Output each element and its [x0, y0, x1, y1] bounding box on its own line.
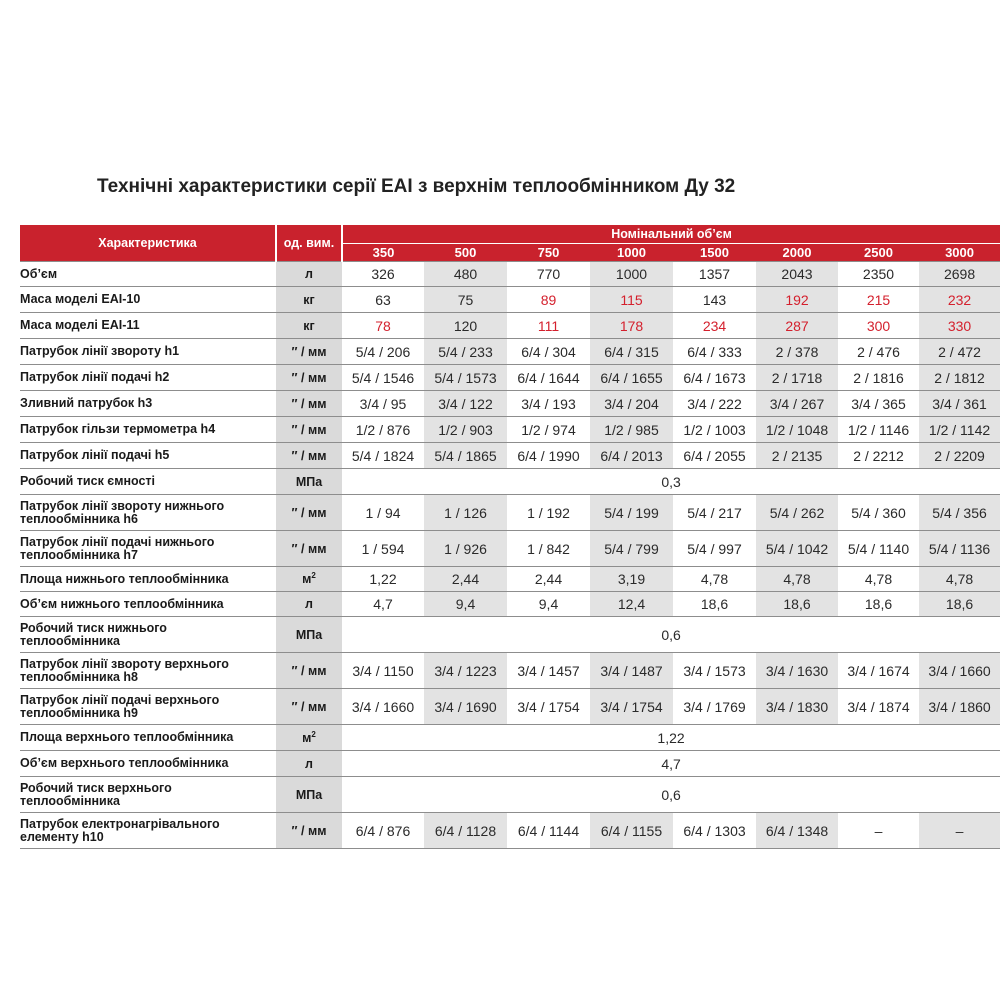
- row-value: 75: [424, 287, 507, 313]
- row-unit: [276, 725, 342, 751]
- row-value: –: [919, 813, 1000, 849]
- row-value: 3/4 / 1874: [838, 689, 919, 725]
- row-value: 3/4 / 1860: [919, 689, 1000, 725]
- row-value: 3/4 / 1830: [756, 689, 838, 725]
- row-unit-base: м: [302, 731, 312, 746]
- row-unit: [276, 567, 342, 592]
- row-unit: ″ / мм: [276, 365, 342, 391]
- row-value: 3,19: [590, 567, 673, 592]
- row-characteristic: [20, 617, 276, 653]
- row-value: 6/4 / 2055: [673, 443, 756, 469]
- header-unit: од. вим.: [276, 225, 342, 262]
- row-value: 143: [673, 287, 756, 313]
- row-value: 89: [507, 287, 590, 313]
- row-value: 3/4 / 1487: [590, 653, 673, 689]
- row-value: 2 / 2209: [919, 443, 1000, 469]
- table-row: [20, 813, 1000, 849]
- row-unit: ″ / мм: [276, 443, 342, 469]
- header-nominal-volume: Номінальний об’єм: [342, 225, 1000, 244]
- row-value: 5/4 / 262: [756, 495, 838, 531]
- table-row: [20, 391, 1000, 417]
- row-value: 3/4 / 222: [673, 391, 756, 417]
- row-value: 5/4 / 1865: [424, 443, 507, 469]
- row-unit: ″ / мм: [276, 495, 342, 531]
- header-volume: 3000: [919, 244, 1000, 262]
- row-unit: ″ / мм: [276, 391, 342, 417]
- row-value: 1000: [590, 262, 673, 287]
- header-volume: 1500: [673, 244, 756, 262]
- row-unit-superscript: 2: [311, 729, 316, 739]
- row-value: 6/4 / 1655: [590, 365, 673, 391]
- row-value: 2 / 378: [756, 339, 838, 365]
- row-value: 2,44: [507, 567, 590, 592]
- row-value: 326: [342, 262, 424, 287]
- row-characteristic: Маса моделі EAI-11: [20, 313, 276, 339]
- row-value: 6/4 / 1673: [673, 365, 756, 391]
- row-value: 5/4 / 206: [342, 339, 424, 365]
- row-value: 215: [838, 287, 919, 313]
- row-merged-value: 0,3: [342, 469, 1000, 495]
- row-unit: ″ / мм: [276, 689, 342, 725]
- row-value: 6/4 / 1348: [756, 813, 838, 849]
- row-value: 480: [424, 262, 507, 287]
- row-value: 5/4 / 217: [673, 495, 756, 531]
- row-value: 2350: [838, 262, 919, 287]
- row-unit: л: [276, 262, 342, 287]
- table-row: [20, 689, 1000, 725]
- row-characteristic-line: Патрубок лінії зворoту нижнього: [20, 498, 225, 513]
- row-value: 3/4 / 1754: [590, 689, 673, 725]
- row-characteristic-line: Робочий тиск верхнього: [20, 780, 172, 795]
- row-value: 4,78: [756, 567, 838, 592]
- header-volume: 2000: [756, 244, 838, 262]
- row-merged-value: 0,6: [342, 777, 1000, 813]
- row-value: 3/4 / 1573: [673, 653, 756, 689]
- row-value: 178: [590, 313, 673, 339]
- row-value: 3/4 / 1457: [507, 653, 590, 689]
- row-characteristic: Об’єм верхнього теплообмінника: [20, 751, 276, 777]
- row-characteristic: Патрубок гільзи термометра h4: [20, 417, 276, 443]
- table-row: [20, 567, 1000, 592]
- table-row: [20, 751, 1000, 777]
- row-value: 6/4 / 2013: [590, 443, 673, 469]
- header-row-top: [20, 225, 1000, 244]
- row-value: 4,78: [919, 567, 1000, 592]
- row-value: 6/4 / 304: [507, 339, 590, 365]
- row-value: 1 / 842: [507, 531, 590, 567]
- row-characteristic-line: Патрубок електронагрівального: [20, 816, 220, 831]
- row-value: 1/2 / 1048: [756, 417, 838, 443]
- row-value: 6/4 / 1644: [507, 365, 590, 391]
- row-characteristic: Патрубок лінії подачі h2: [20, 365, 276, 391]
- row-value: 330: [919, 313, 1000, 339]
- row-characteristic: Маса моделі EAI-10: [20, 287, 276, 313]
- row-value: 2 / 2212: [838, 443, 919, 469]
- row-value: –: [838, 813, 919, 849]
- row-value: 9,4: [424, 592, 507, 617]
- row-unit: л: [276, 592, 342, 617]
- row-unit: ″ / мм: [276, 417, 342, 443]
- row-unit: МПа: [276, 469, 342, 495]
- row-value: 1357: [673, 262, 756, 287]
- row-value: 6/4 / 1990: [507, 443, 590, 469]
- row-characteristic: Робочий тиск ємності: [20, 469, 276, 495]
- row-value: 3/4 / 1223: [424, 653, 507, 689]
- row-value: 3/4 / 1674: [838, 653, 919, 689]
- row-characteristic: [20, 531, 276, 567]
- row-unit: л: [276, 751, 342, 777]
- header-volume: 350: [342, 244, 424, 262]
- row-value: 4,7: [342, 592, 424, 617]
- row-value: 6/4 / 1155: [590, 813, 673, 849]
- row-value: 1 / 126: [424, 495, 507, 531]
- header-volume: 1000: [590, 244, 673, 262]
- row-value: 2 / 1816: [838, 365, 919, 391]
- row-value: 6/4 / 876: [342, 813, 424, 849]
- spec-table-body: [20, 262, 1000, 849]
- row-value: 3/4 / 1630: [756, 653, 838, 689]
- row-value: 1/2 / 1142: [919, 417, 1000, 443]
- row-characteristic-line: теплообмінника h6: [20, 511, 138, 526]
- row-value: 5/4 / 356: [919, 495, 1000, 531]
- row-value: 78: [342, 313, 424, 339]
- row-characteristic: Зливний патрубок h3: [20, 391, 276, 417]
- row-characteristic: [20, 495, 276, 531]
- row-value: 1/2 / 903: [424, 417, 507, 443]
- row-value: 3/4 / 193: [507, 391, 590, 417]
- row-characteristic-line: теплообмінника: [20, 633, 120, 648]
- spec-table: [20, 225, 1000, 849]
- row-value: 115: [590, 287, 673, 313]
- row-value: 2 / 1718: [756, 365, 838, 391]
- row-value: 6/4 / 315: [590, 339, 673, 365]
- row-value: 5/4 / 799: [590, 531, 673, 567]
- table-row: [20, 495, 1000, 531]
- table-row: [20, 287, 1000, 313]
- row-value: 3/4 / 361: [919, 391, 1000, 417]
- row-unit: ″ / мм: [276, 813, 342, 849]
- row-characteristic-line: теплообмінника h8: [20, 669, 138, 684]
- row-merged-value: 0,6: [342, 617, 1000, 653]
- row-value: 1/2 / 1003: [673, 417, 756, 443]
- row-value: 5/4 / 997: [673, 531, 756, 567]
- row-value: 300: [838, 313, 919, 339]
- row-characteristic: [20, 777, 276, 813]
- row-value: 5/4 / 199: [590, 495, 673, 531]
- row-value: 3/4 / 122: [424, 391, 507, 417]
- row-value: 5/4 / 1140: [838, 531, 919, 567]
- row-value: 5/4 / 233: [424, 339, 507, 365]
- page-title: Технічні характеристики серії EAI з верхнім теплообмінником Ду 32: [97, 176, 736, 197]
- row-value: 4,78: [673, 567, 756, 592]
- row-value: 18,6: [919, 592, 1000, 617]
- row-value: 111: [507, 313, 590, 339]
- row-value: 18,6: [756, 592, 838, 617]
- row-characteristic: Площа верхнього теплообмінника: [20, 725, 276, 751]
- row-characteristic-line: теплообмінника: [20, 793, 120, 808]
- row-value: 9,4: [507, 592, 590, 617]
- row-value: 1/2 / 1146: [838, 417, 919, 443]
- table-row: [20, 417, 1000, 443]
- row-value: 1,22: [342, 567, 424, 592]
- row-value: 5/4 / 1136: [919, 531, 1000, 567]
- row-value: 234: [673, 313, 756, 339]
- table-row: [20, 617, 1000, 653]
- row-value: 18,6: [838, 592, 919, 617]
- row-value: 1/2 / 974: [507, 417, 590, 443]
- row-characteristic: Площа нижнього теплообмінника: [20, 567, 276, 592]
- row-value: 3/4 / 1769: [673, 689, 756, 725]
- row-characteristic: [20, 653, 276, 689]
- row-characteristic: Патрубок лінії зворoту h1: [20, 339, 276, 365]
- row-value: 2,44: [424, 567, 507, 592]
- row-characteristic-line: Патрубок лінії подачі нижнього: [20, 534, 215, 549]
- table-row: [20, 469, 1000, 495]
- row-unit: кг: [276, 313, 342, 339]
- header-volume: 750: [507, 244, 590, 262]
- row-value: 1 / 94: [342, 495, 424, 531]
- row-value: 5/4 / 1546: [342, 365, 424, 391]
- row-value: 3/4 / 1150: [342, 653, 424, 689]
- table-row: [20, 777, 1000, 813]
- row-value: 1 / 926: [424, 531, 507, 567]
- row-value: 2698: [919, 262, 1000, 287]
- row-value: 1/2 / 876: [342, 417, 424, 443]
- row-characteristic: Об’єм нижнього теплообмінника: [20, 592, 276, 617]
- row-value: 3/4 / 1660: [919, 653, 1000, 689]
- row-characteristic-line: Робочий тиск нижнього: [20, 620, 167, 635]
- row-value: 5/4 / 1573: [424, 365, 507, 391]
- row-unit: МПа: [276, 777, 342, 813]
- header-volume: 2500: [838, 244, 919, 262]
- row-value: 120: [424, 313, 507, 339]
- row-value: 5/4 / 1824: [342, 443, 424, 469]
- row-unit: ″ / мм: [276, 531, 342, 567]
- row-characteristic: [20, 813, 276, 849]
- header-characteristic: Характеристика: [20, 225, 276, 262]
- row-unit-base: м: [302, 572, 312, 587]
- header-volume: 500: [424, 244, 507, 262]
- row-value: 2 / 2135: [756, 443, 838, 469]
- row-characteristic-line: елементу h10: [20, 829, 104, 844]
- row-merged-value: 1,22: [342, 725, 1000, 751]
- row-value: 2 / 1812: [919, 365, 1000, 391]
- table-row: [20, 531, 1000, 567]
- row-value: 1/2 / 985: [590, 417, 673, 443]
- table-row: [20, 262, 1000, 287]
- row-value: 6/4 / 1144: [507, 813, 590, 849]
- row-value: 6/4 / 1128: [424, 813, 507, 849]
- row-value: 192: [756, 287, 838, 313]
- row-value: 5/4 / 1042: [756, 531, 838, 567]
- row-value: 770: [507, 262, 590, 287]
- row-value: 1 / 594: [342, 531, 424, 567]
- row-value: 287: [756, 313, 838, 339]
- row-value: 5/4 / 360: [838, 495, 919, 531]
- table-row: [20, 653, 1000, 689]
- table-row: [20, 313, 1000, 339]
- row-unit: МПа: [276, 617, 342, 653]
- row-value: 2043: [756, 262, 838, 287]
- table-row: [20, 339, 1000, 365]
- row-value: 6/4 / 1303: [673, 813, 756, 849]
- row-value: 232: [919, 287, 1000, 313]
- row-value: 3/4 / 95: [342, 391, 424, 417]
- row-value: 4,78: [838, 567, 919, 592]
- row-value: 3/4 / 365: [838, 391, 919, 417]
- row-characteristic-line: Патрубок лінії подачі верхнього: [20, 692, 220, 707]
- row-value: 12,4: [590, 592, 673, 617]
- row-value: 18,6: [673, 592, 756, 617]
- table-row: [20, 443, 1000, 469]
- row-value: 1 / 192: [507, 495, 590, 531]
- table-row: [20, 365, 1000, 391]
- row-characteristic-line: Патрубок лінії зворoту верхнього: [20, 656, 229, 671]
- row-characteristic: [20, 689, 276, 725]
- row-unit: кг: [276, 287, 342, 313]
- row-unit: ″ / мм: [276, 653, 342, 689]
- row-characteristic: Патрубок лінії подачі h5: [20, 443, 276, 469]
- row-value: 63: [342, 287, 424, 313]
- row-characteristic-line: теплообмінника h9: [20, 705, 138, 720]
- row-unit-superscript: 2: [311, 571, 316, 581]
- row-value: 3/4 / 1660: [342, 689, 424, 725]
- row-value: 6/4 / 333: [673, 339, 756, 365]
- row-value: 3/4 / 267: [756, 391, 838, 417]
- row-value: 3/4 / 1690: [424, 689, 507, 725]
- row-value: 3/4 / 204: [590, 391, 673, 417]
- row-value: 2 / 472: [919, 339, 1000, 365]
- table-row: [20, 592, 1000, 617]
- row-characteristic: Об’єм: [20, 262, 276, 287]
- row-characteristic-line: теплообмінника h7: [20, 547, 138, 562]
- row-merged-value: 4,7: [342, 751, 1000, 777]
- row-value: 3/4 / 1754: [507, 689, 590, 725]
- row-value: 2 / 476: [838, 339, 919, 365]
- table-row: [20, 725, 1000, 751]
- row-unit: ″ / мм: [276, 339, 342, 365]
